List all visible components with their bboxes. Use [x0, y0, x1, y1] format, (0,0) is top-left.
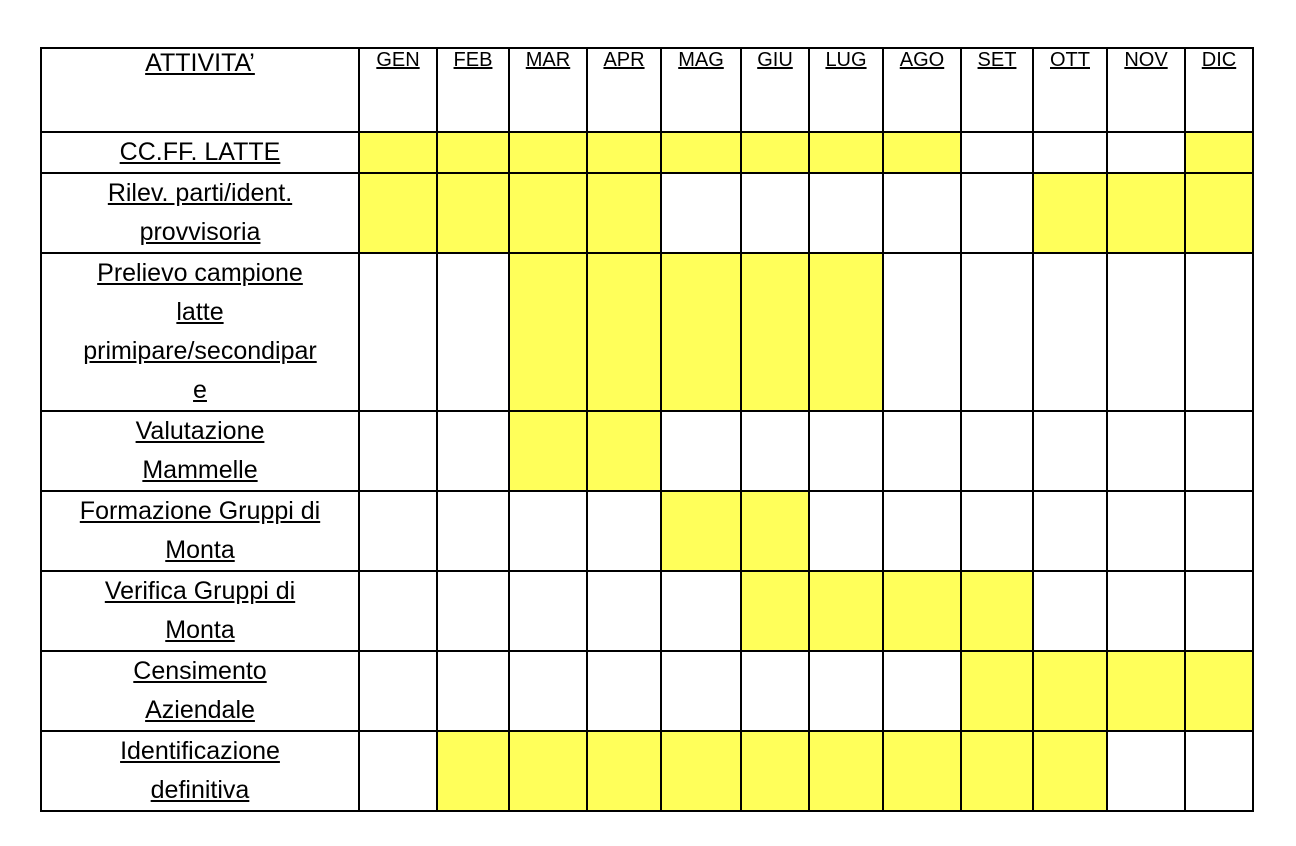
empty-month-cell: [1185, 411, 1253, 491]
empty-month-cell: [883, 411, 961, 491]
activity-name-cell: [41, 651, 359, 731]
activity-name-line: Monta: [165, 536, 235, 564]
scheduled-month-cell: [587, 173, 661, 253]
empty-month-cell: [359, 411, 437, 491]
month-header-lug: LUG: [809, 48, 883, 132]
empty-month-cell: [587, 491, 661, 571]
empty-month-cell: [437, 651, 509, 731]
month-header-ott: OTT: [1033, 48, 1107, 132]
activity-name-cell: [41, 571, 359, 651]
activity-name-line: Monta: [165, 616, 235, 644]
scheduled-month-cell: [809, 571, 883, 651]
empty-month-cell: [883, 173, 961, 253]
activity-name-line: Prelievo campione: [97, 259, 303, 287]
header-row: [41, 48, 1253, 132]
scheduled-month-cell: [809, 132, 883, 173]
scheduled-month-cell: [509, 132, 587, 173]
month-header-dic: DIC: [1185, 48, 1253, 132]
scheduled-month-cell: [587, 253, 661, 411]
empty-month-cell: [661, 173, 741, 253]
scheduled-month-cell: [1107, 651, 1185, 731]
activity-row: [41, 571, 1253, 651]
scheduled-month-cell: [741, 491, 809, 571]
empty-month-cell: [809, 411, 883, 491]
activity-calendar-table: [40, 47, 1254, 812]
activity-name-line: definitiva: [150, 776, 250, 804]
scheduled-month-cell: [661, 132, 741, 173]
scheduled-month-cell: [809, 253, 883, 411]
scheduled-month-cell: [661, 253, 741, 411]
scheduled-month-cell: [509, 731, 587, 811]
empty-month-cell: [359, 731, 437, 811]
scheduled-month-cell: [883, 731, 961, 811]
empty-month-cell: [883, 491, 961, 571]
empty-month-cell: [961, 173, 1033, 253]
scheduled-month-cell: [437, 132, 509, 173]
scheduled-month-cell: [741, 253, 809, 411]
empty-month-cell: [883, 651, 961, 731]
empty-month-cell: [437, 253, 509, 411]
empty-month-cell: [1033, 411, 1107, 491]
activity-column-header: ATTIVITA’: [41, 48, 359, 132]
empty-month-cell: [961, 491, 1033, 571]
empty-month-cell: [359, 491, 437, 571]
scheduled-month-cell: [437, 173, 509, 253]
empty-month-cell: [1033, 491, 1107, 571]
empty-month-cell: [661, 571, 741, 651]
activity-name-line: e: [193, 376, 207, 404]
scheduled-month-cell: [509, 411, 587, 491]
empty-month-cell: [1033, 571, 1107, 651]
scheduled-month-cell: [961, 651, 1033, 731]
empty-month-cell: [359, 571, 437, 651]
activity-name-line: latte: [176, 298, 224, 326]
activity-name-line: CC.FF. LATTE: [119, 138, 281, 166]
activity-name-line: Rilev. parti/ident.: [107, 179, 293, 207]
empty-month-cell: [587, 651, 661, 731]
scheduled-month-cell: [1033, 651, 1107, 731]
empty-month-cell: [809, 651, 883, 731]
activity-name-line: primipare/secondipar: [83, 337, 317, 365]
scheduled-month-cell: [1185, 651, 1253, 731]
activity-row: [41, 173, 1253, 253]
empty-month-cell: [961, 253, 1033, 411]
month-header-set: SET: [961, 48, 1033, 132]
scheduled-month-cell: [587, 731, 661, 811]
scheduled-month-cell: [661, 731, 741, 811]
activity-row: [41, 132, 1253, 173]
activity-name-cell: [41, 173, 359, 253]
activity-name-line: Mammelle: [142, 456, 258, 484]
scheduled-month-cell: [359, 132, 437, 173]
activity-name-line: provvisoria: [139, 218, 261, 246]
scheduled-month-cell: [509, 173, 587, 253]
month-header-giu: GIU: [741, 48, 809, 132]
scheduled-month-cell: [1033, 173, 1107, 253]
empty-month-cell: [741, 173, 809, 253]
empty-month-cell: [437, 491, 509, 571]
month-header-mar: MAR: [509, 48, 587, 132]
month-header-mag: MAG: [661, 48, 741, 132]
scheduled-month-cell: [1185, 173, 1253, 253]
scheduled-month-cell: [437, 731, 509, 811]
activity-name-line: Censimento: [133, 657, 267, 685]
month-header-nov: NOV: [1107, 48, 1185, 132]
empty-month-cell: [1107, 491, 1185, 571]
empty-month-cell: [359, 253, 437, 411]
empty-month-cell: [1185, 731, 1253, 811]
empty-month-cell: [809, 491, 883, 571]
empty-month-cell: [661, 411, 741, 491]
activity-name-cell: [41, 253, 359, 411]
empty-month-cell: [1185, 571, 1253, 651]
scheduled-month-cell: [509, 253, 587, 411]
empty-month-cell: [509, 571, 587, 651]
empty-month-cell: [1107, 132, 1185, 173]
scheduled-month-cell: [1033, 731, 1107, 811]
month-header-gen: GEN: [359, 48, 437, 132]
month-header-apr: APR: [587, 48, 661, 132]
activity-row: [41, 411, 1253, 491]
scheduled-month-cell: [741, 731, 809, 811]
empty-month-cell: [1033, 132, 1107, 173]
empty-month-cell: [741, 411, 809, 491]
empty-month-cell: [809, 173, 883, 253]
scheduled-month-cell: [359, 173, 437, 253]
activity-name-line: Aziendale: [145, 696, 255, 724]
scheduled-month-cell: [1107, 173, 1185, 253]
scheduled-month-cell: [1185, 132, 1253, 173]
activity-row: [41, 731, 1253, 811]
activity-name-line: Verifica Gruppi di: [104, 577, 296, 605]
empty-month-cell: [1033, 253, 1107, 411]
empty-month-cell: [1185, 253, 1253, 411]
month-header-feb: FEB: [437, 48, 509, 132]
activity-row: [41, 491, 1253, 571]
activity-name-line: Identificazione: [120, 737, 280, 765]
month-header-ago: AGO: [883, 48, 961, 132]
empty-month-cell: [1107, 571, 1185, 651]
activity-row: [41, 253, 1253, 411]
scheduled-month-cell: [961, 731, 1033, 811]
empty-month-cell: [437, 411, 509, 491]
activity-name-cell: [41, 491, 359, 571]
empty-month-cell: [883, 253, 961, 411]
empty-month-cell: [587, 571, 661, 651]
activity-name-cell: [41, 731, 359, 811]
activity-name-line: Valutazione: [135, 417, 265, 445]
scheduled-month-cell: [961, 571, 1033, 651]
scheduled-month-cell: [587, 411, 661, 491]
activity-name-cell: [41, 132, 359, 173]
scheduled-month-cell: [883, 571, 961, 651]
activity-row: [41, 651, 1253, 731]
empty-month-cell: [1107, 253, 1185, 411]
scheduled-month-cell: [809, 731, 883, 811]
scheduled-month-cell: [741, 132, 809, 173]
empty-month-cell: [661, 651, 741, 731]
empty-month-cell: [509, 491, 587, 571]
empty-month-cell: [1185, 491, 1253, 571]
scheduled-month-cell: [741, 571, 809, 651]
activity-name-line: Formazione Gruppi di: [79, 497, 321, 525]
empty-month-cell: [359, 651, 437, 731]
scheduled-month-cell: [587, 132, 661, 173]
empty-month-cell: [961, 411, 1033, 491]
scheduled-month-cell: [883, 132, 961, 173]
empty-month-cell: [1107, 411, 1185, 491]
empty-month-cell: [437, 571, 509, 651]
activity-name-cell: [41, 411, 359, 491]
empty-month-cell: [509, 651, 587, 731]
scheduled-month-cell: [661, 491, 741, 571]
empty-month-cell: [961, 132, 1033, 173]
activity-rows: [41, 132, 1253, 811]
empty-month-cell: [1107, 731, 1185, 811]
empty-month-cell: [741, 651, 809, 731]
